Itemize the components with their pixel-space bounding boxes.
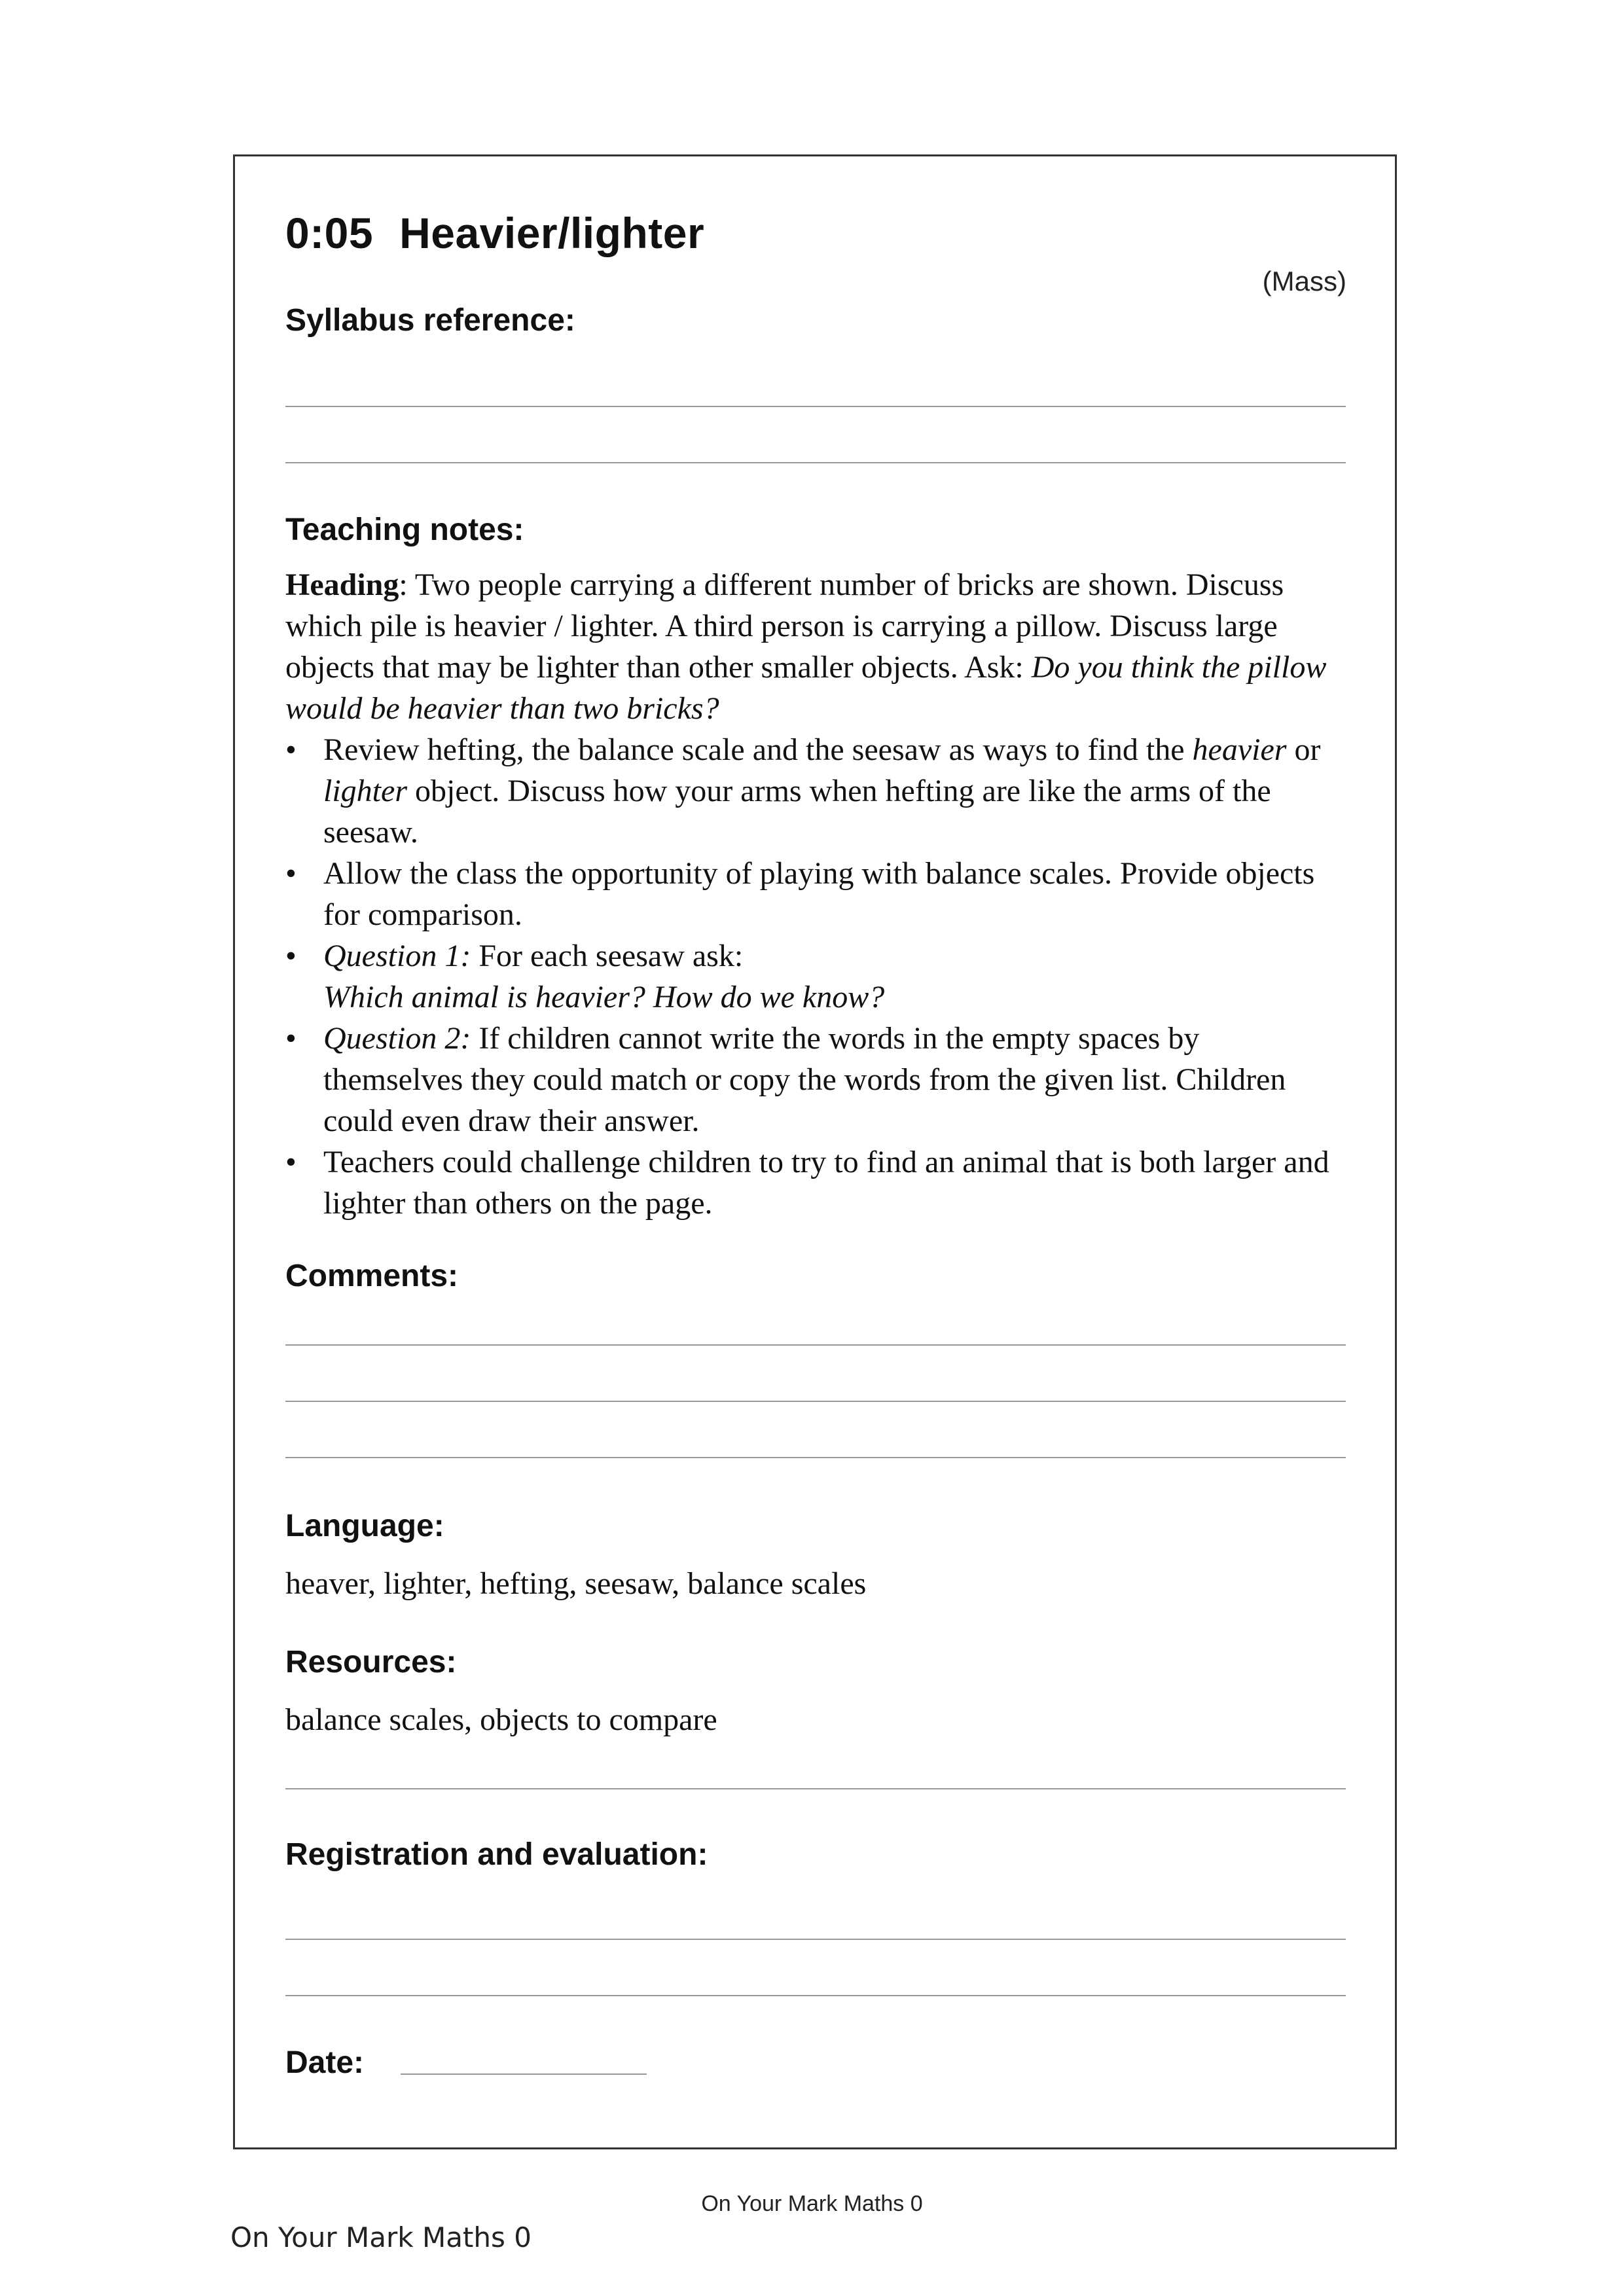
syllabus-line-2[interactable] [285, 462, 1346, 463]
footer-left: On Your Mark Maths 0 [230, 2221, 532, 2253]
list-item [285, 853, 1346, 935]
list-item-text: For each seesaw ask: [471, 939, 744, 973]
comments-line-3[interactable] [285, 1457, 1346, 1458]
notes-intro-question: Do you think the pillow would be heavier than two bricks? [285, 650, 1327, 726]
list-item-text: or [1286, 732, 1321, 767]
comments-line-1[interactable] [285, 1344, 1346, 1346]
list-item-text: object. Discuss how your arms when hefting are like the arms of the seesaw. [323, 774, 1271, 850]
strand-label: (Mass) [1262, 266, 1346, 296]
date-line[interactable] [401, 2073, 647, 2075]
registration-line-2[interactable] [285, 1995, 1346, 1996]
lesson-number: 0:05 [285, 209, 374, 257]
list-item-text: Allow the class the opportunity of playing with balance scales. Provide objects for comparison. [323, 856, 1315, 932]
comments-line-2[interactable] [285, 1401, 1346, 1402]
list-item [285, 935, 1346, 1018]
notes-intro-bold: Heading [285, 567, 399, 602]
page-title [285, 208, 704, 258]
language-heading: Language: [285, 1509, 444, 1543]
registration-line-1[interactable] [285, 1939, 1346, 1940]
comments-heading: Comments: [285, 1259, 459, 1293]
teaching-notes-body [285, 564, 1346, 1224]
list-item-italic: Question 2: [323, 1021, 471, 1056]
syllabus-line-1[interactable] [285, 406, 1346, 407]
list-item-italic: heavier [1192, 732, 1287, 767]
teaching-notes-heading: Teaching notes: [285, 512, 524, 547]
list-item-text: Teachers could challenge children to try to find an animal that is both larger and lighter than others on the page. [323, 1145, 1329, 1221]
language-text: heaver, lighter, hefting, seesaw, balance scales [285, 1566, 867, 1601]
syllabus-heading: Syllabus reference: [285, 303, 575, 338]
list-item [285, 729, 1346, 853]
list-item-text: If children cannot write the words in the empty spaces by themselves they could match or copy the words from the given list. Children could even draw their answer. [323, 1021, 1286, 1138]
lesson-title: Heavier/lighter [399, 209, 705, 257]
list-item-italic: Question 1: [323, 939, 471, 973]
notes-intro-text: : Two people carrying a different number of bricks are shown. Discuss which pile is heavier / lighter. A third person is carrying a pillow. Discuss large objects that may be lighter than other smaller objects. Ask: [285, 567, 1284, 685]
date-heading: Date: [285, 2045, 365, 2080]
resources-text: balance scales, objects to compare [285, 1702, 717, 1737]
list-item-italic: Which animal is heavier? How do we know? [323, 980, 885, 1014]
notes-intro [285, 564, 1346, 729]
list-item-italic: lighter [323, 774, 407, 808]
notes-list [285, 729, 1346, 1224]
list-item-text: Review hefting, the balance scale and the seesaw as ways to find the [323, 732, 1193, 767]
registration-heading: Registration and evaluation: [285, 1837, 708, 1872]
resources-line[interactable] [285, 1788, 1346, 1789]
list-item [285, 1141, 1346, 1224]
resources-heading: Resources: [285, 1645, 457, 1679]
list-item [285, 1018, 1346, 1141]
footer-center: On Your Mark Maths 0 [701, 2191, 923, 2216]
